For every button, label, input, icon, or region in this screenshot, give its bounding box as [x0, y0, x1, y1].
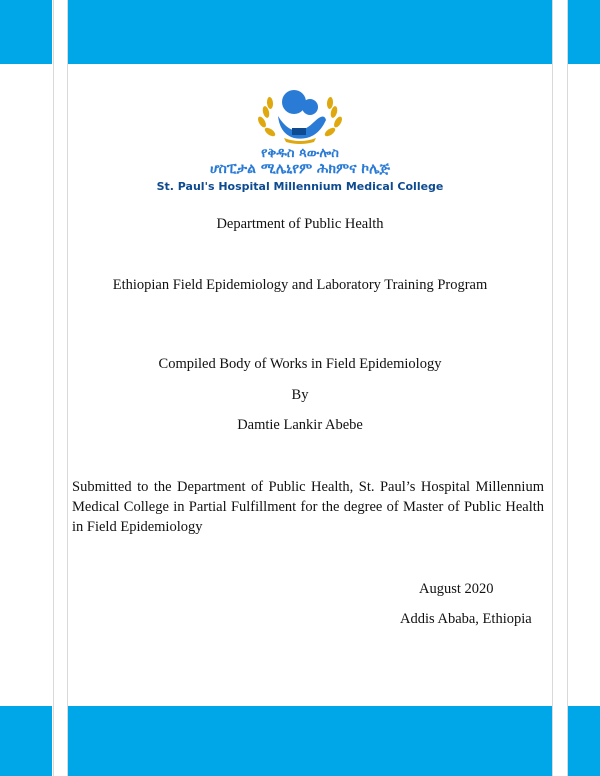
- author-name: Damtie Lankir Abebe: [237, 417, 363, 433]
- by-label: By: [291, 387, 309, 403]
- college-logo-icon: [254, 82, 346, 144]
- submission-date: August 2020: [419, 581, 494, 597]
- center-top-blue-bar: [68, 0, 552, 64]
- left-top-blue-bar: [0, 0, 52, 64]
- amharic-name-line-2: ሆስፒታል ሚሌኒየም ሕክምና ኮሌጅ: [209, 161, 391, 177]
- amharic-name-line-1: የቅዱስ ጳውሎስ: [261, 146, 339, 161]
- department: Department of Public Health: [216, 216, 384, 232]
- left-bottom-blue-bar: [0, 706, 52, 776]
- submission-statement: Submitted to the Department of Public Health, St. Paul’s Hospital Millennium Medical College in Partial Fulfillment for the degree of Master of Public Health in Field Epidemiology: [72, 479, 544, 535]
- center-bottom-blue-bar: [68, 706, 552, 776]
- right-top-blue-bar: [568, 0, 600, 64]
- program-name: Ethiopian Field Epidemiology and Laboratory Training Program: [112, 277, 488, 293]
- college-name: St. Paul's Hospital Millennium Medical College: [156, 180, 444, 193]
- right-bottom-blue-bar: [568, 706, 600, 776]
- document-title: Compiled Body of Works in Field Epidemiology: [158, 356, 442, 372]
- submission-place: Addis Ababa, Ethiopia: [400, 611, 532, 627]
